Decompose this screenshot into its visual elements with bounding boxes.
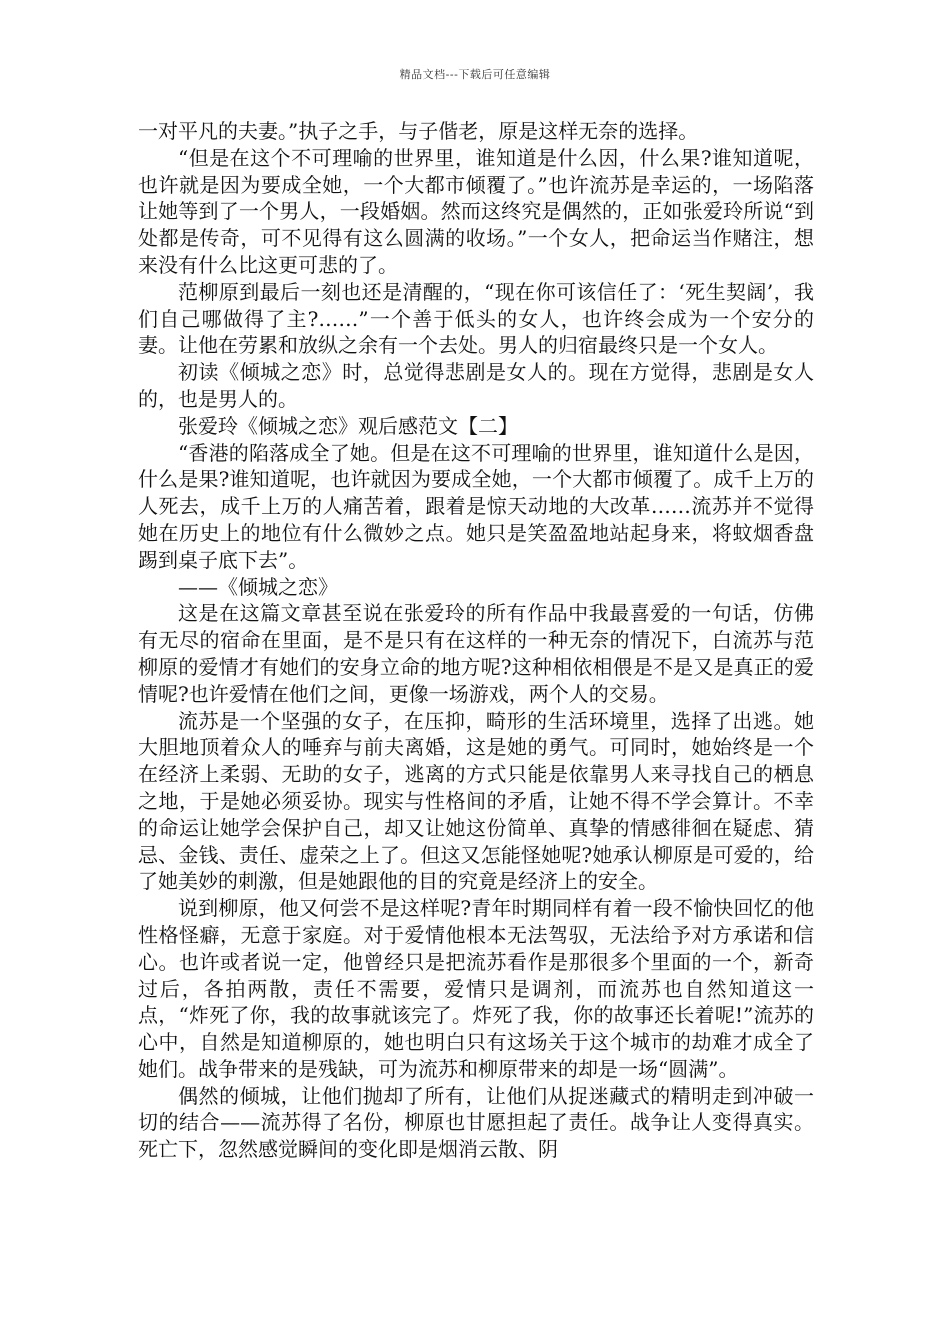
paragraph: 这是在这篇文章甚至说在张爱玲的所有作品中我最喜爱的一句话，仿佛有无尽的宿命在里面，是不是只有在这样的一种无奈的情况下，白流苏与范柳原的爱情才有她们的安身立命的地方呢?这种相依相偎是不是又是真正的爱情呢?也许爱情在他们之间，更像一场游戏，两个人的交易。 [138, 601, 814, 706]
paragraph: 说到柳原，他又何尝不是这样呢?青年时期同样有着一段不愉快回忆的他性格怪癖，无意于家庭。对于爱情他根本无法驾驭，无法给予对方承诺和信心。也许或者说一定，他曾经只是把流苏看作是那很多个里面的一个，新奇过后，各拍两散，责任不需要，爱情只是调剂，而流苏也自然知道这一点，“炸死了你，我的故事就该完了。炸死了我，你的故事还长着呢!”流苏的心中，自然是知道柳原的，她也明白只有这场关于这个城市的劫难才成全了她们。战争带来的是残缺，可为流苏和柳原带来的却是一场“圆满”。 [138, 896, 814, 1081]
page-header: 精品文档---下载后可任意编辑 [399, 68, 551, 81]
document-body [138, 118, 814, 1163]
quote-paragraph: “香港的陷落成全了她。但是在这不可理喻的世界里，谁知道什么是因，什么是果?谁知道呢，也许就因为要成全她，一个大都市倾覆了。成千上万的人死去，成千上万的人痛苦着，跟着是惊天动地的大改革……流苏并不觉得她在历史上的地位有什么微妙之点。她只是笑盈盈地站起身来，将蚊烟香盘踢到桌子底下去”。 [138, 440, 814, 572]
quote-attribution: ——《倾城之恋》 [178, 574, 338, 599]
paragraph: 一对平凡的夫妻。”执子之手，与子偕老，原是这样无奈的选择。 [138, 119, 699, 143]
section-heading: 张爱玲《倾城之恋》观后感范文【二】 [178, 413, 518, 438]
paragraph: 范柳原到最后一刻也还是清醒的，“现在你可该信任了：‘死生契阔’，我们自己哪做得了主?……”一个善于低头的女人，也许终会成为一个安分的妻。让他在劳累和放纵之余有一个去处。男人的归宿最终只是一个女人。 [138, 279, 814, 358]
paragraph: 流苏是一个坚强的女子，在压抑，畸形的生活环境里，选择了出逃。她大胆地顶着众人的唾弃与前夫离婚，这是她的勇气。可同时，她始终是一个在经济上柔弱、无助的女子，逃离的方式只能是依靠男人来寻找自己的栖息之地，于是她必须妥协。现实与性格间的矛盾，让她不得不学会算计。不幸的命运让她学会保护自己，却又让她这份简单、真挚的情感徘徊在疑虑、猜忌、金钱、责任、虚荣之上了。但这又怎能怪她呢?她承认柳原是可爱的，给了她美妙的刺激，但是她跟他的目的究竟是经济上的安全。 [138, 708, 814, 894]
paragraph: “但是在这个不可理喻的世界里，谁知道是什么因，什么果?谁知道呢，也许就是因为要成全她，一个大都市倾覆了。”也许流苏是幸运的，一场陷落让她等到了一个男人，一段婚姻。然而这终究是偶然的，正如张爱玲所说“到处都是传奇，可不见得有这么圆满的收场。”一个女人，把命运当作赌注，想来没有什么比这更可悲的了。 [138, 145, 814, 277]
paragraph: 初读《倾城之恋》时，总觉得悲剧是女人的。现在方觉得，悲剧是女人的，也是男人的。 [138, 360, 814, 411]
paragraph: 偶然的倾城，让他们抛却了所有，让他们从捉迷藏式的精明走到冲破一切的结合——流苏得了名份，柳原也甘愿担起了责任。战争让人变得真实。死亡下，忽然感觉瞬间的变化即是烟消云散、阴 [138, 1083, 814, 1162]
